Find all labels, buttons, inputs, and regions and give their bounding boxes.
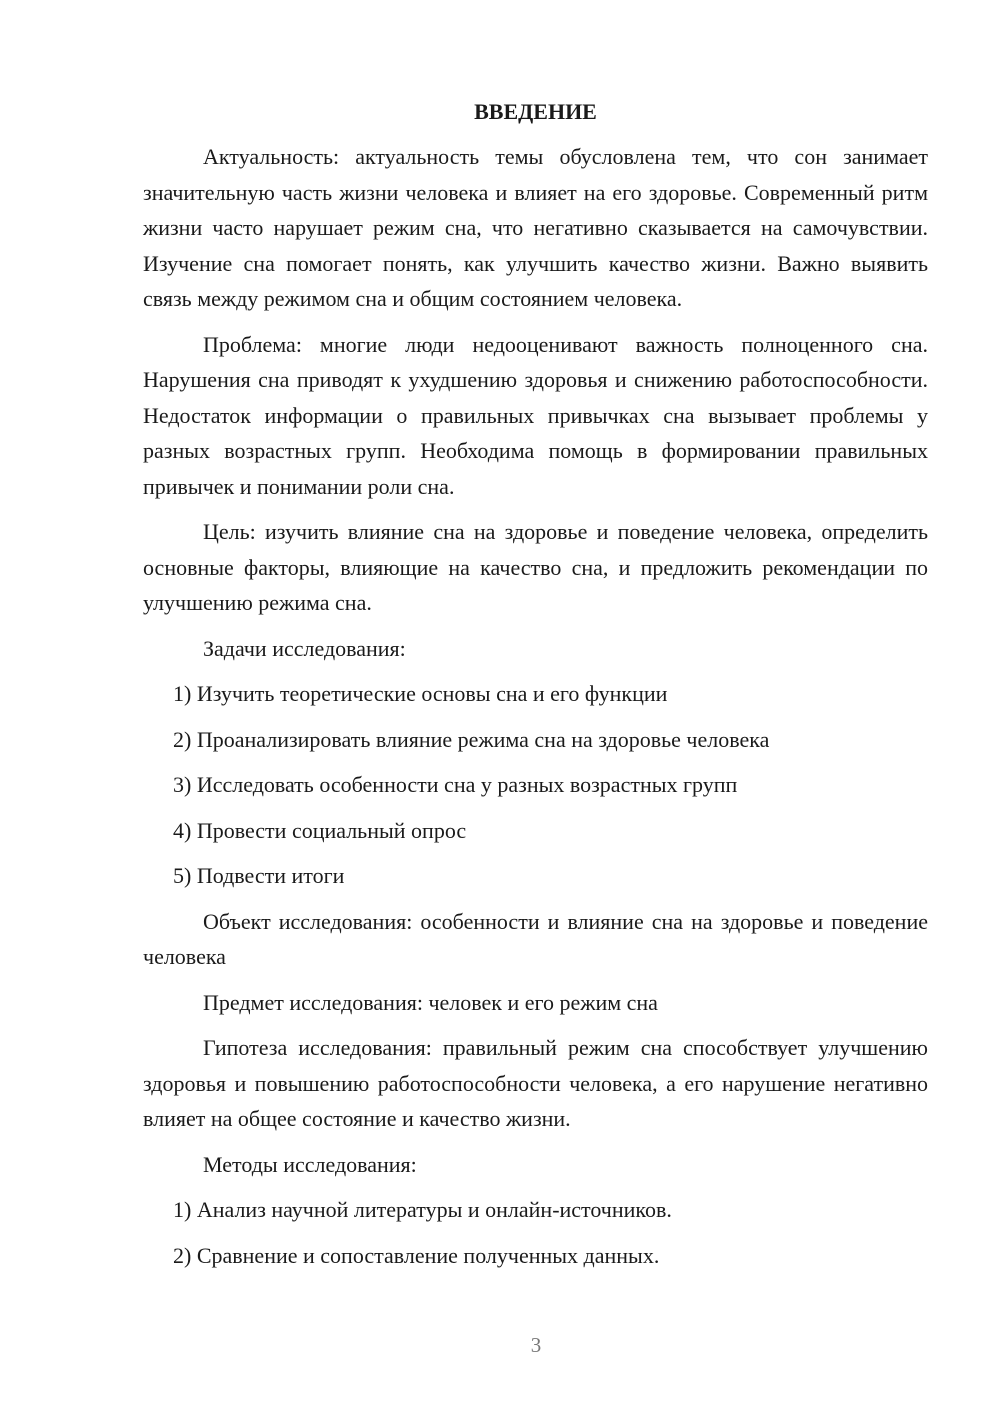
methods-heading: Методы исследования: [203, 1151, 417, 1177]
task-item: 4) Провести социальный опрос [173, 817, 467, 843]
page-title: ВВЕДЕНИЕ [474, 99, 597, 124]
hypothesis-paragraph: Гипотеза исследования: правильный режим сна способствует улучшению здоровья и повышению работоспособности человека, а его нарушение негативно влияет на общее состояние и качество жизни. [143, 1035, 928, 1131]
problem-paragraph: Проблема: многие люди недооценивают важность полноценного сна. Нарушения сна приводят к ухудшению здоровья и снижению работоспособности. Недостаток информации о правильных привычках сна вызывает проблемы у разных возрастных групп. Необходима помощь в формировании правильных привычек и понимании роли сна. [143, 331, 928, 499]
page-content [143, 94, 928, 1283]
methods-list [143, 1192, 928, 1273]
method-item: 1) Анализ научной литературы и онлайн-источников. [173, 1197, 672, 1222]
tasks-heading: Задачи исследования: [203, 635, 406, 661]
task-item: 3) Исследовать особенности сна у разных возрастных групп [173, 772, 738, 797]
task-item: 2) Проанализировать влияние режима сна на здоровье человека [173, 726, 770, 752]
object-paragraph: Объект исследования: особенности и влияние сна на здоровье и поведение человека [143, 908, 928, 969]
method-item: 2) Сравнение и сопоставление полученных данных. [173, 1242, 660, 1268]
subject-paragraph: Предмет исследования: человек и его режим сна [203, 989, 658, 1015]
goal-paragraph: Цель: изучить влияние сна на здоровье и поведение человека, определить основные факторы, влияющие на качество сна, и предложить рекомендации по улучшению режима сна. [143, 519, 928, 615]
page-number: 3 [530, 1333, 542, 1357]
relevance-paragraph: Актуальность: актуальность темы обусловлена тем, что сон занимает значительную часть жизни человека и влияет на его здоровье. Современный ритм жизни часто нарушает режим сна, что негативно сказывается на самочувствии. Изучение сна помогает понять, как улучшить качество жизни. Важно выявить связь между режимом сна и общим состоянием человека. [143, 144, 928, 311]
task-item: 1) Изучить теоретические основы сна и его функции [173, 681, 668, 706]
tasks-list [143, 676, 928, 894]
task-item: 5) Подвести итоги [173, 863, 345, 888]
